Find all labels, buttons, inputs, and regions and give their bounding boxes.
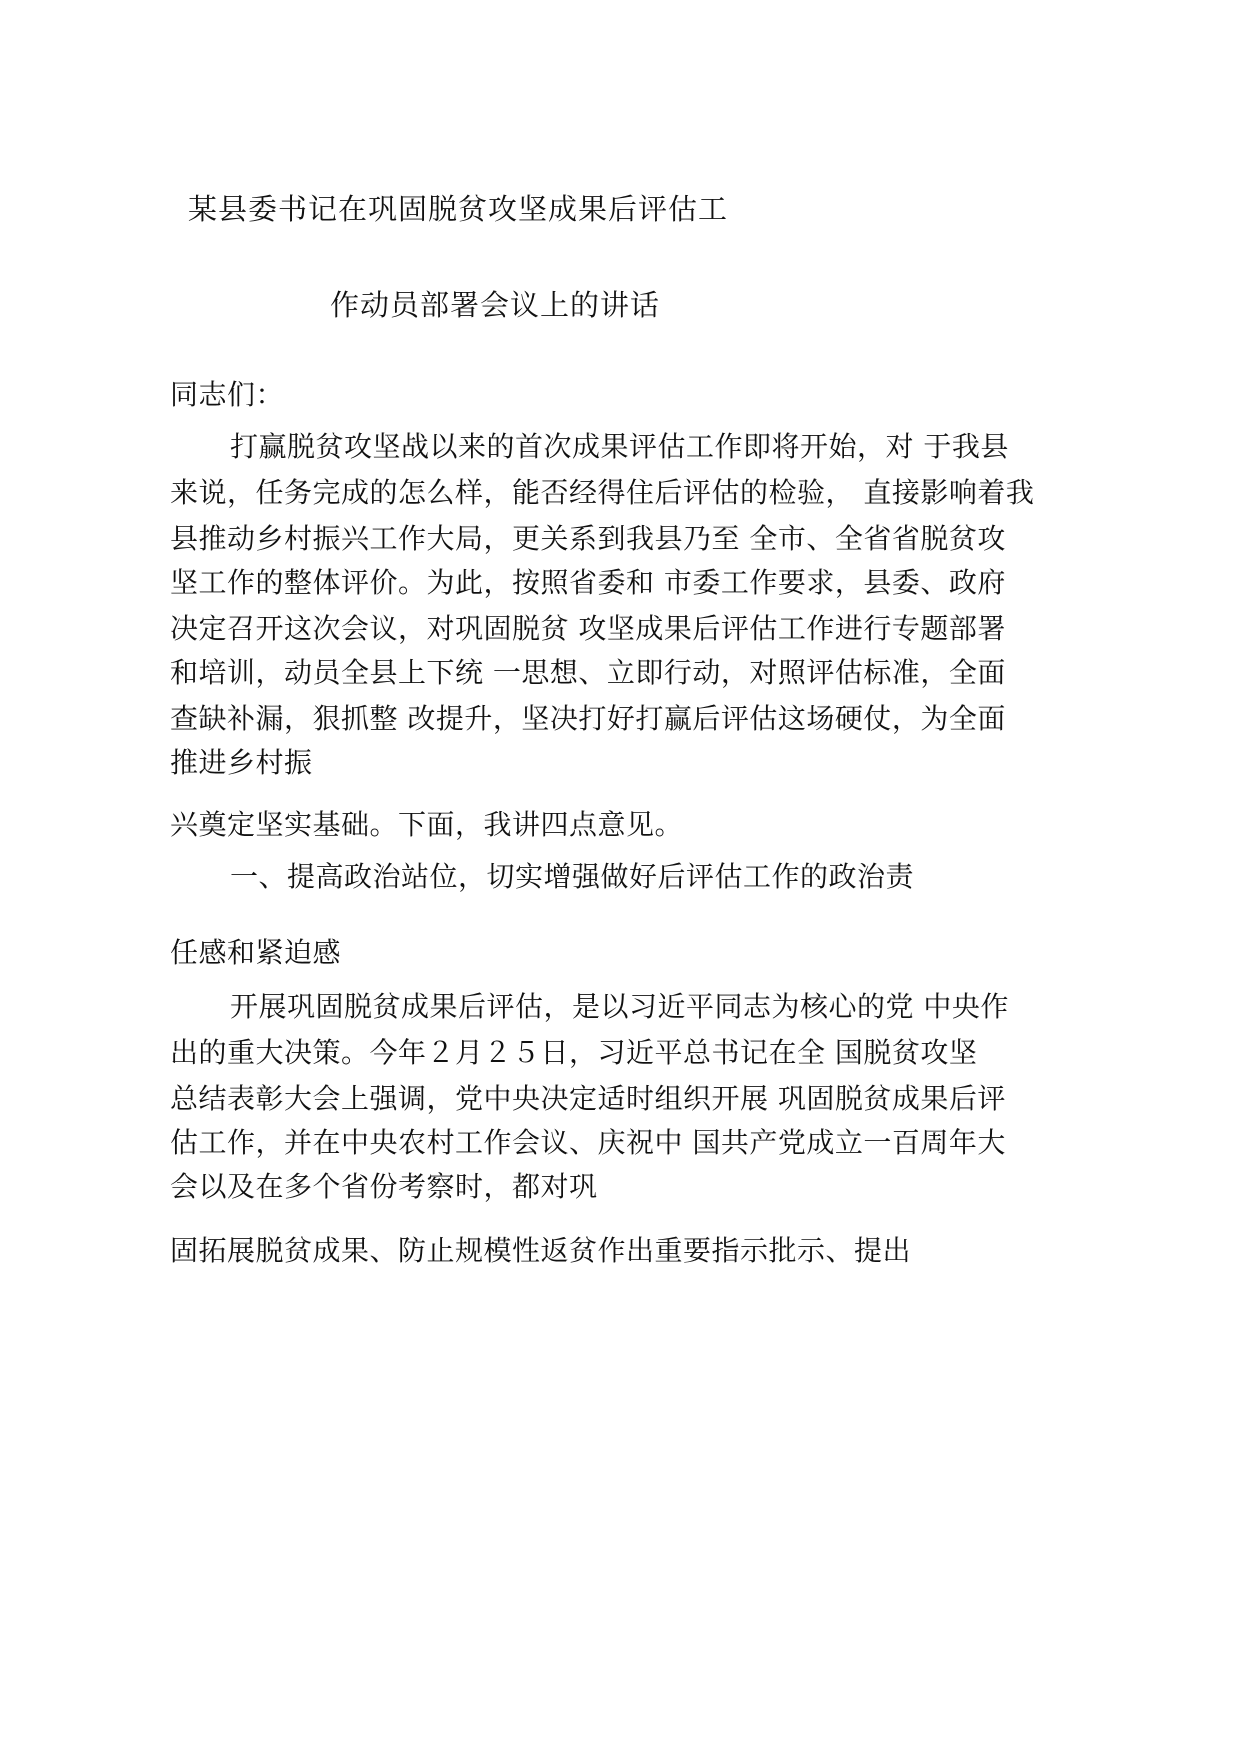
- paragraph-line: 坚工作的整体评价。为此，按照省委和 市委工作要求，县委、政府: [170, 566, 1006, 599]
- title-line-1: 某县委书记在巩固脱贫攻坚成果后评估工: [188, 192, 729, 226]
- paragraph-line: 打赢脱贫攻坚战以来的首次成果评估工作即将开始，对 于我县: [230, 430, 1009, 463]
- paragraph-line: 出的重大决策。今年２月２５日，习近平总书记在全 国脱贫攻坚: [170, 1036, 978, 1069]
- salutation: 同志们：: [170, 378, 285, 411]
- paragraph-line: 推进乡村振: [170, 746, 313, 779]
- paragraph-line: 查缺补漏，狠抓整 改提升，坚决打好打赢后评估这场硬仗，为全面: [170, 702, 1006, 735]
- paragraph-line: 固拓展脱贫成果、防止规模性返贫作出重要指示批示、提出: [170, 1234, 912, 1267]
- paragraph-line: 兴奠定坚实基础。下面，我讲四点意见。: [170, 808, 684, 841]
- paragraph-line: 和培训，动员全县上下统 一思想、立即行动，对照评估标准，全面: [170, 656, 1006, 689]
- paragraph-line: 开展巩固脱贫成果后评估，是以习近平同志为核心的党 中央作: [230, 990, 1009, 1023]
- title-line-2: 作动员部署会议上的讲话: [330, 288, 661, 322]
- paragraph-line: 估工作，并在中央农村工作会议、庆祝中 国共产党成立一百周年大: [170, 1126, 1006, 1159]
- section-heading-line-2: 任感和紧迫感: [170, 936, 342, 969]
- paragraph-line: 县推动乡村振兴工作大局，更关系到我县乃至 全市、全省省脱贫攻: [170, 522, 1006, 555]
- paragraph-line: 来说，任务完成的怎么样，能否经得住后评估的检验， 直接影响着我: [170, 476, 1035, 509]
- paragraph-line: 决定召开这次会议，对巩固脱贫 攻坚成果后评估工作进行专题部署: [170, 612, 1006, 645]
- paragraph-line: 会以及在多个省份考察时，都对巩: [170, 1170, 598, 1203]
- paragraph-line: 总结表彰大会上强调，党中央决定适时组织开展 巩固脱贫成果后评: [170, 1082, 1006, 1115]
- section-heading-line-1: 一、提高政治站位，切实增强做好后评估工作的政治责: [230, 860, 915, 893]
